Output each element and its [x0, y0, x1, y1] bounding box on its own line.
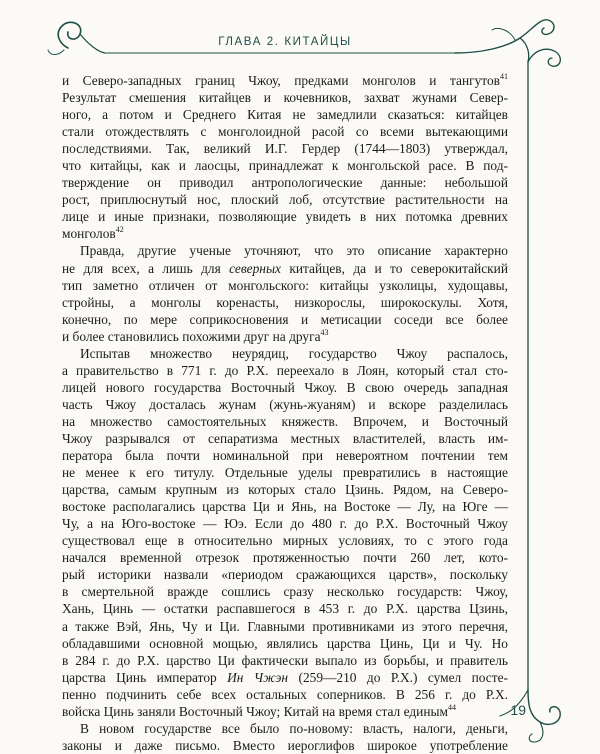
running-head: ГЛАВА 2. КИТАЙЦЫ	[218, 36, 352, 48]
text-line	[62, 532, 508, 549]
text-line	[62, 89, 508, 106]
text-segment: не менее к его титулу. Отдельные уделы превратились в настоящие	[62, 465, 508, 481]
emphasized-text: Ин Чжэн	[227, 669, 289, 685]
text-segment: и Северо-западных границ Чжоу, предками монголов и тангутов	[62, 73, 500, 88]
text-segment: законы и даже письмо. Вместо иероглифов широкое употребление	[62, 737, 508, 753]
text-line	[62, 515, 508, 532]
text-line	[62, 583, 508, 600]
text-segment: обладавшими основной мощью, являлись царства Цинь, Ци и Чу. Но	[62, 635, 508, 651]
text-segment: начался временной отрезок протяженностью почти 260 лет, кото-	[62, 550, 508, 566]
text-line	[62, 635, 508, 652]
text-line	[62, 481, 508, 498]
text-segment: лицей нового государства Восточный Чжоу. В свою очередь западная	[62, 379, 508, 395]
text-segment: что китайцы, как и лаосцы, принадлежат к монгольской расе. В под-	[62, 158, 508, 174]
text-segment: тип заметно отличен от монгольского: китайцы узколицы, худощавы,	[62, 277, 508, 293]
text-line	[62, 669, 508, 686]
footnote-marker: 42	[115, 225, 124, 235]
text-segment: конечно, по мере соприкосновения и метисации соседи все более	[62, 311, 508, 327]
text-line	[62, 498, 508, 515]
text-segment: а правительство в 771 г. до Р.Х. переехало в Лоян, который стал сто-	[62, 362, 508, 378]
text-line	[62, 396, 508, 413]
text-segment: часть Чжоу досталась жунам (жунь-жуаням) и вскоре разделилась	[62, 396, 508, 412]
text-segment: востоке располагались царства Ци и Янь, на Востоке — Лу, на Юге —	[62, 499, 508, 515]
text-segment: последствиями. Так, великий И.Г. Гердер (1744—1803) утверждал,	[62, 141, 508, 157]
text-line	[62, 600, 508, 617]
footnote-marker: 41	[500, 72, 508, 81]
text-line	[62, 379, 508, 396]
body-text	[62, 72, 508, 754]
text-segment: ператора была почти номинальной при невероятном почтении тем	[62, 448, 508, 464]
text-segment: и более становились похожими друг на друга	[62, 328, 321, 344]
text-segment: существовал еще в относительно мирных условиях, то с этого года	[62, 533, 508, 549]
text-line	[62, 362, 508, 379]
text-line	[62, 413, 508, 430]
text-line	[62, 464, 508, 481]
text-line	[62, 140, 508, 157]
text-line	[62, 549, 508, 566]
text-segment: монголов	[62, 226, 116, 242]
text-line	[62, 123, 508, 140]
text-segment: царства Цинь император	[62, 669, 228, 685]
emphasized-text: северных	[229, 260, 281, 276]
text-segment: Правда, другие ученые уточняют, что это описание характерно	[80, 243, 508, 259]
text-segment: Чу, а на Юго-востоке — Юэ. Если до 480 г. до Р.Х. Восточный Чжоу	[62, 516, 508, 532]
text-line	[62, 260, 508, 277]
footnote-marker: 44	[447, 702, 456, 712]
text-segment: в смертельной вражде сошлись сразу несколько государств: Чжоу,	[62, 584, 508, 600]
text-line	[62, 294, 508, 311]
text-segment: китайцев, да и то северокитайский	[280, 260, 508, 276]
text-segment: стали отождествлять с монголоидной расой со всеми вытекающими	[62, 124, 508, 140]
text-segment: Чжоу разрывался от сепаратизма местных властителей, власть им-	[62, 430, 508, 446]
text-segment: Результат смешения китайцев и кочевников, захват жунами Север-	[62, 90, 508, 106]
text-segment: тверждение он приводил антропологические данные: небольшой	[62, 175, 508, 191]
page-number: 19	[510, 702, 526, 718]
text-segment: пенно подчинить себе всех остальных соперников. В 256 г. до Р.Х.	[62, 686, 508, 702]
text-line	[62, 191, 508, 208]
text-line	[62, 311, 508, 328]
text-line	[62, 242, 508, 259]
text-segment: на множество самостоятельных княжеств. Впрочем, и Восточный	[62, 413, 508, 429]
text-segment: в 284 г. до Р.Х. царство Ци фактически выпало из борьбы, и правитель	[62, 652, 508, 668]
text-segment: а также Вэй, Янь, Чу и Ци. Главными противниками из этого перечня,	[62, 618, 508, 634]
text-segment: рый историки назвали «периодом сражающихся царств», поскольку	[62, 567, 508, 583]
text-line	[62, 106, 508, 123]
text-segment: (259—210 до Р.Х.) сумел посте-	[288, 669, 508, 685]
text-line	[62, 566, 508, 583]
text-line	[62, 174, 508, 191]
text-line	[62, 686, 508, 703]
text-line	[62, 277, 508, 294]
text-line	[62, 157, 508, 174]
text-line	[62, 720, 508, 737]
text-line	[62, 652, 508, 669]
text-line	[62, 72, 508, 89]
text-line	[62, 430, 508, 447]
text-segment: не для всех, а лишь для	[62, 260, 230, 276]
text-line	[62, 345, 508, 362]
text-segment: стройны, а монголы коренасты, низкорослы, широкоскулы. Хотя,	[62, 294, 508, 310]
footnote-marker: 43	[320, 327, 329, 337]
text-segment: Хань, Цинь — остатки распавшегося в 453 г. до Р.Х. царства Цзинь,	[62, 601, 508, 617]
text-segment: Испытав множество неурядиц, государство Чжоу распалось,	[80, 345, 508, 361]
text-line	[62, 737, 508, 754]
text-line	[62, 225, 508, 242]
text-segment: рост, приплюснутый нос, плоский лоб, отсутствие растительности на	[62, 192, 508, 208]
text-segment: царства, самым крупным из которых стало Цзинь. Рядом, на Северо-	[62, 482, 508, 498]
text-segment: ного, а потом и Среднего Китая не замедлили сказаться: китайцев	[62, 107, 508, 123]
text-line	[62, 208, 508, 225]
text-segment: войска Цинь заняли Восточный Чжоу; Китай на время стал единым	[62, 703, 448, 719]
text-line	[62, 618, 508, 635]
text-segment: В новом государстве все было по-новому: власть, налоги, деньги,	[80, 720, 508, 736]
text-segment: лице и иные признаки, позволяющие увидеть в них потомка древних	[62, 209, 508, 225]
text-line	[62, 447, 508, 464]
text-line	[62, 703, 508, 720]
text-line	[62, 328, 508, 345]
